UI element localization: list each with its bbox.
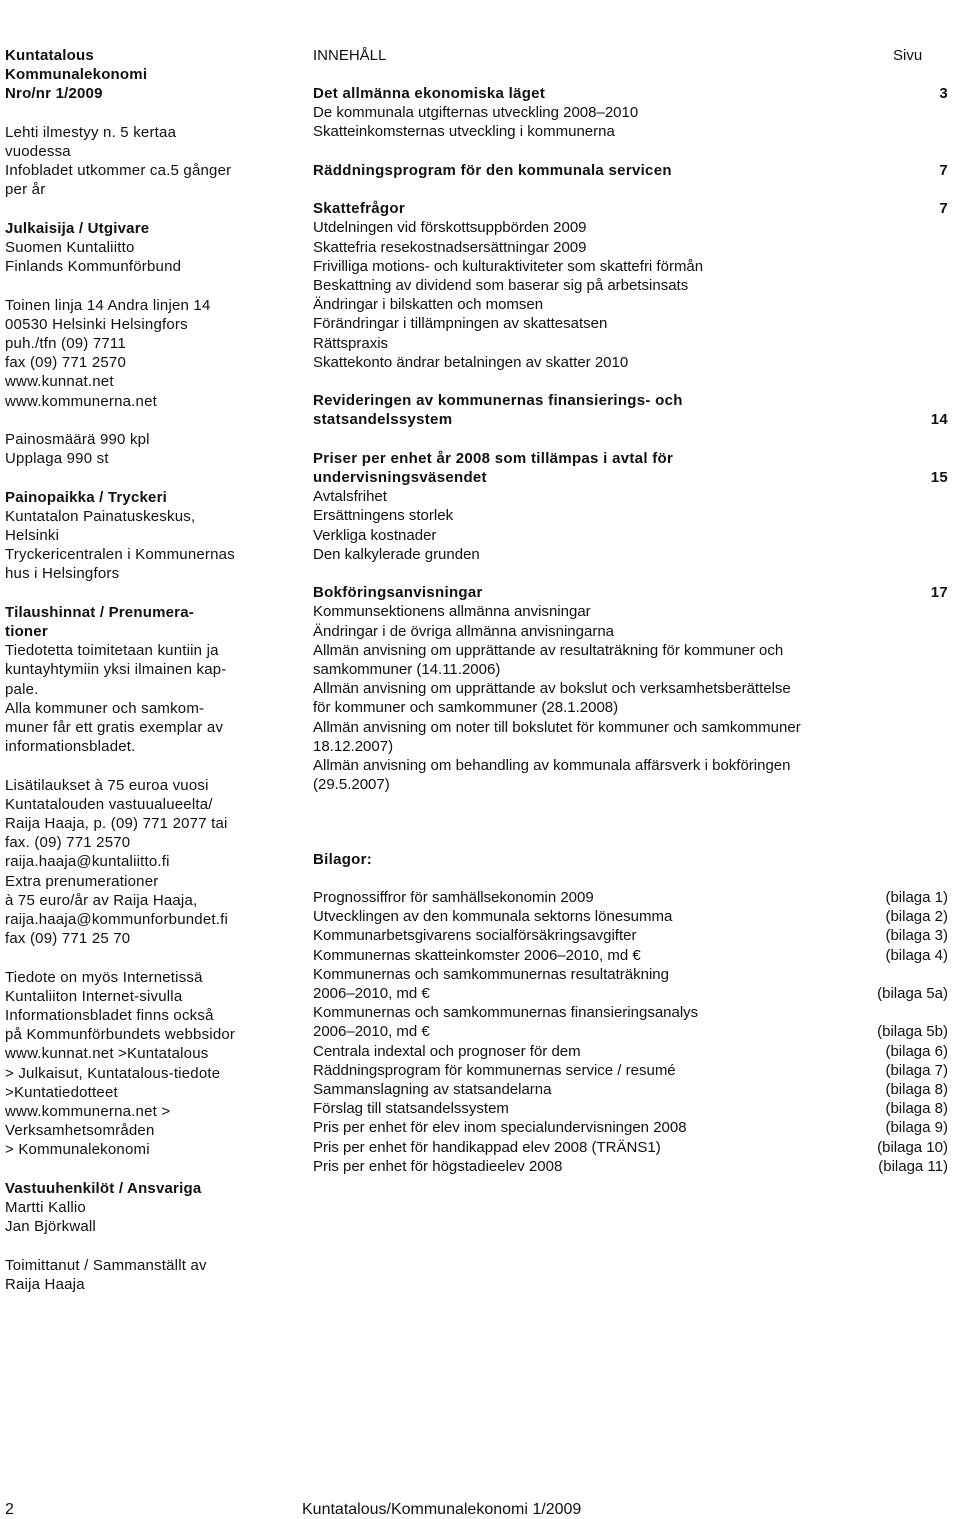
masthead-line: www.kunnat.net >Kuntatalous (5, 1045, 209, 1063)
toc-page-label: Sivu (893, 47, 923, 64)
masthead-line: Toinen linja 14 Andra linjen 14 (5, 296, 211, 314)
toc-page-number: 15 (930, 469, 948, 486)
masthead-line: à 75 euro/år av Raija Haaja, (5, 891, 198, 909)
toc-entry: Ändringar i bilskatten och momsen (313, 296, 544, 314)
masthead-line: Kuntaliiton Internet-sivulla (5, 987, 183, 1005)
toc-entry: (29.5.2007) (313, 776, 390, 794)
appendix-reference: (bilaga 6) (885, 1042, 948, 1060)
appendix-item: Utvecklingen av den kommunala sektorns lönesumma (313, 908, 673, 926)
masthead-line: fax. (09) 771 2570 (5, 834, 131, 852)
masthead-line: informationsbladet. (5, 738, 136, 756)
masthead-line: per år (5, 181, 46, 199)
toc-page-number: 3 (939, 85, 948, 102)
appendix-reference: (bilaga 5b) (877, 1023, 948, 1041)
toc-entry: Rättspraxis (313, 334, 389, 352)
appendix-reference: (bilaga 3) (885, 927, 948, 945)
toc-entry: Verkliga kostnader (313, 526, 437, 544)
appendix-item: Kommunarbetsgivarens socialförsäkringsavgifter (313, 927, 637, 945)
appendix-item: Pris per enhet för elev inom specialundervisningen 2008 (313, 1119, 687, 1137)
appendix-item: Pris per enhet för högstadieelev 2008 (313, 1157, 563, 1175)
appendix-reference: (bilaga 9) (885, 1119, 948, 1137)
masthead-line: på Kommunförbundets webbsidor (5, 1026, 236, 1044)
toc-entry: Skattefria resekostnadsersättningar 2009 (313, 238, 587, 256)
appendix-reference: (bilaga 5a) (877, 985, 948, 1002)
appendix-reference: (bilaga 11) (878, 1157, 948, 1175)
appendix-item: Pris per enhet för handikappad elev 2008 (TRÄNS1) (313, 1138, 661, 1156)
toc-entry: Ändringar i de övriga allmänna anvisningarna (313, 622, 615, 640)
masthead-line: Martti Kallio (5, 1199, 86, 1216)
toc-entry: Frivilliga motions- och kulturaktiviteter som skattefri förmån (313, 257, 704, 275)
masthead-line: Finlands Kommunförbund (5, 258, 182, 276)
masthead-heading: Kommunalekonomi (5, 66, 148, 84)
masthead-heading: Nro/nr 1/2009 (5, 85, 103, 103)
toc-entry: Skattekonto ändrar betalningen av skatter 2010 (313, 353, 629, 371)
masthead-heading: Vastuuhenkilöt / Ansvariga (5, 1179, 202, 1197)
appendix-item: Förslag till statsandelssystem (313, 1100, 509, 1118)
masthead-line: Suomen Kuntaliitto (5, 239, 135, 256)
appendix-item: Sammanslagning av statsandelarna (313, 1081, 552, 1098)
appendix-reference: (bilaga 8) (885, 1100, 948, 1118)
appendix-item: 2006–2010, md € (313, 1023, 430, 1041)
masthead-line: kuntayhtymiin yksi ilmainen kap- (5, 661, 227, 679)
masthead-line: fax (09) 771 2570 (5, 354, 126, 372)
toc-section-heading: Det allmänna ekonomiska läget (313, 85, 546, 102)
masthead-line: Kuntatalouden vastuualueelta/ (5, 795, 213, 813)
toc-entry: Allmän anvisning om upprättande av bokslut och verksamhetsberättelse (313, 680, 791, 698)
masthead-line: www.kunnat.net (5, 373, 114, 391)
appendix-item: 2006–2010, md € (313, 985, 430, 1002)
masthead-line: raija.haaja@kuntaliitto.fi (5, 853, 170, 871)
toc-entry: De kommunala utgifternas utveckling 2008–2010 (313, 104, 639, 122)
toc-entry: Beskattning av dividend som baserar sig på arbetsinsats (313, 277, 689, 294)
toc-section-heading: statsandelssystem (313, 411, 453, 429)
masthead-line: muner får ett gratis exemplar av (5, 719, 224, 736)
masthead-line: Helsinki (5, 527, 60, 544)
masthead-line: vuodessa (5, 143, 71, 160)
masthead-line: hus i Helsingfors (5, 565, 120, 583)
masthead-line: > Julkaisut, Kuntatalous-tiedote (5, 1064, 221, 1082)
appendix-item: Räddningsprogram för kommunernas service / resumé (313, 1061, 676, 1079)
toc-page-number: 7 (939, 200, 948, 218)
masthead-line: www.kommunerna.net (5, 392, 157, 410)
toc-entry: Förändringar i tillämpningen av skattesatsen (313, 315, 608, 333)
toc-entry: 18.12.2007) (313, 737, 394, 755)
toc-section-heading: undervisningsväsendet (313, 469, 487, 486)
masthead-line: Jan Björkwall (5, 1218, 96, 1236)
toc-entry: samkommuner (14.11.2006) (313, 661, 501, 678)
footer-publication: Kuntatalous/Kommunalekonomi 1/2009 (302, 1501, 582, 1518)
appendix-item: Kommunernas skatteinkomster 2006–2010, md € (313, 946, 641, 964)
bilagor-title: Bilagor: (313, 851, 373, 868)
page-number: 2 (5, 1501, 14, 1518)
masthead-line: raija.haaja@kommunforbundet.fi (5, 911, 229, 928)
masthead-line: puh./tfn (09) 7711 (5, 335, 126, 352)
masthead-line: Informationsbladet finns också (5, 1007, 214, 1024)
toc-section-heading: Skattefrågor (313, 200, 405, 218)
masthead-line: fax (09) 771 25 70 (5, 930, 131, 948)
toc-entry: Den kalkylerade grunden (313, 545, 480, 563)
toc-entry: Ersättningens storlek (313, 507, 454, 525)
masthead-heading: Julkaisija / Utgivare (5, 219, 150, 237)
appendix-item: Kommunernas och samkommunernas finansieringsanalys (313, 1004, 699, 1022)
masthead-line: 00530 Helsinki Helsingfors (5, 315, 188, 333)
masthead-line: Kuntatalon Painatuskeskus, (5, 507, 196, 525)
appendix-reference: (bilaga 1) (885, 889, 948, 906)
masthead-line: > Kommunalekonomi (5, 1141, 150, 1159)
masthead-line: Raija Haaja, p. (09) 771 2077 tai (5, 815, 228, 832)
masthead-line: pale. (5, 680, 39, 698)
toc-entry: Allmän anvisning om noter till bokslutet för kommuner och samkommuner (313, 718, 801, 736)
toc-page-number: 17 (930, 584, 948, 602)
masthead-line: Upplaga 990 st (5, 450, 109, 468)
masthead-line: Infobladet utkommer ca.5 gånger (5, 162, 232, 180)
masthead-line: Alla kommuner och samkom- (5, 699, 205, 717)
appendix-item: Centrala indextal och prognoser för dem (313, 1042, 581, 1060)
toc-entry: för kommuner och samkommuner (28.1.2008) (313, 699, 619, 717)
masthead-line: www.kommunerna.net > (5, 1103, 171, 1120)
appendix-item: Prognossiffror för samhällsekonomin 2009 (313, 889, 594, 906)
masthead-line: Raija Haaja (5, 1275, 85, 1293)
appendix-reference: (bilaga 4) (885, 946, 948, 964)
masthead-heading: tioner (5, 623, 48, 640)
masthead-line: Toimittanut / Sammanställt av (5, 1256, 207, 1274)
toc-section-heading: Priser per enhet år 2008 som tillämpas i avtal för (313, 449, 674, 467)
masthead-line: Lisätilaukset à 75 euroa vuosi (5, 776, 209, 794)
toc-entry: Kommunsektionens allmänna anvisningar (313, 603, 591, 621)
appendix-reference: (bilaga 7) (885, 1061, 948, 1079)
appendix-reference: (bilaga 2) (885, 908, 948, 926)
masthead-line: Tiedote on myös Internetissä (5, 968, 203, 986)
toc-section-heading: Räddningsprogram för den kommunala servicen (313, 161, 672, 179)
masthead-line: Tiedotetta toimitetaan kuntiin ja (5, 642, 219, 660)
toc-page-number: 7 (939, 161, 948, 179)
masthead-line: >Kuntatiedotteet (5, 1083, 118, 1101)
toc-section-heading: Bokföringsanvisningar (313, 584, 483, 602)
masthead-heading: Kuntatalous (5, 47, 94, 64)
masthead-line: Verksamhetsområden (5, 1122, 155, 1140)
toc-entry: Allmän anvisning om behandling av kommunala affärsverk i bokföringen (313, 757, 791, 774)
toc-entry: Avtalsfrihet (313, 488, 387, 506)
toc-entry: Skatteinkomsternas utveckling i kommunerna (313, 123, 615, 141)
toc-page-number: 14 (930, 411, 948, 429)
masthead-line: Lehti ilmestyy n. 5 kertaa (5, 123, 177, 141)
masthead-heading: Painopaikka / Tryckeri (5, 488, 167, 506)
toc-entry: Allmän anvisning om upprättande av resultaträkning för kommuner och (313, 641, 784, 659)
toc-section-heading: Revideringen av kommunernas finansierings- och (313, 392, 683, 410)
masthead-line: Tryckericentralen i Kommunernas (5, 546, 235, 564)
appendix-reference: (bilaga 10) (877, 1138, 948, 1156)
masthead-line: Extra prenumerationer (5, 872, 159, 890)
appendix-item: Kommunernas och samkommunernas resultaträkning (313, 965, 669, 983)
toc-title: INNEHÅLL (313, 47, 387, 64)
appendix-reference: (bilaga 8) (885, 1081, 948, 1098)
masthead-heading: Tilaushinnat / Prenumera- (5, 603, 194, 621)
masthead-line: Painosmäärä 990 kpl (5, 431, 150, 448)
toc-entry: Utdelningen vid förskottsuppbörden 2009 (313, 219, 587, 237)
